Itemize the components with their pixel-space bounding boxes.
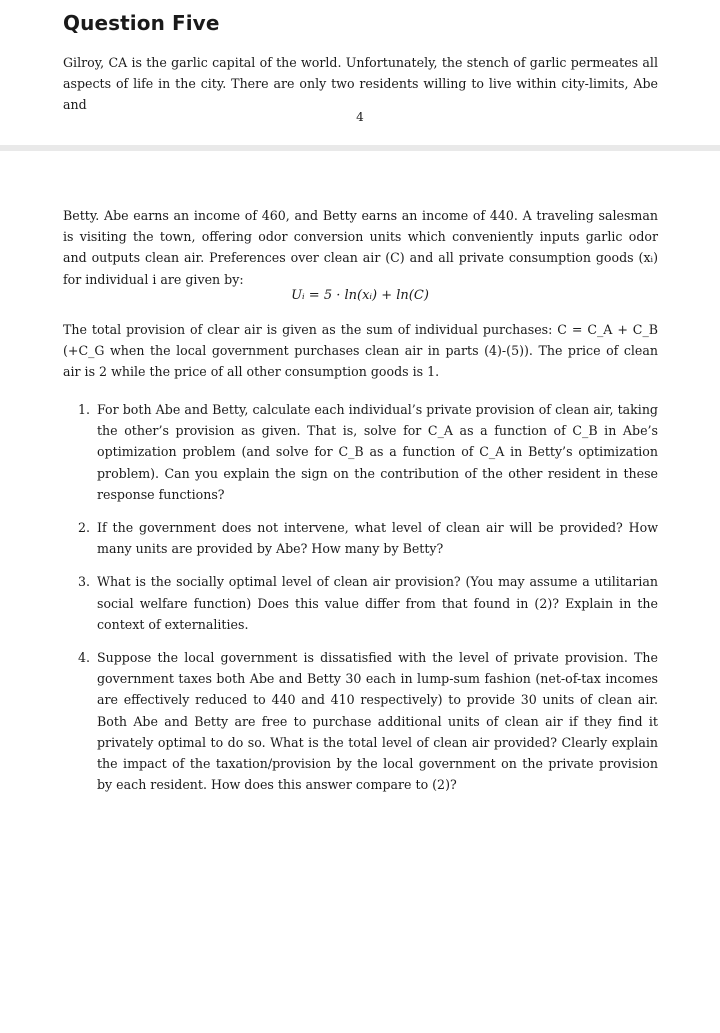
page-number: 4 [356, 110, 364, 124]
question-text: Suppose the local government is dissatisfied with the level of private provision. The government taxes both Abe and Betty 30 each in lump-sum fashion (net-of-tax incomes are effectively reduced to 440 and 410 respectively) to provide 30 units of clean air. Both Abe and Betty are free to purchase additional units of clean air if they find it privately optimal to do so. What is the total level of clean air provided? Clearly explain the impact of the taxation/provision by the local government on the private provision by each resident. How does this answer compare to (2)? [97, 650, 658, 793]
question-number: 3. [78, 574, 91, 590]
page-bottom [0, 151, 720, 1033]
question-item [78, 571, 658, 635]
question-item [78, 517, 658, 559]
question-text: For both Abe and Betty, calculate each individual’s private provision of clean air, taking the other’s provision as given. That is, solve for C_A as a function of C_B in Abe’s optimization problem (and solve for C_B as a function of C_A in Betty’s optimization problem). Can you explain the sign on the contribution of the other resident in these response functions? [97, 402, 658, 502]
intro-paragraph: Gilroy, CA is the garlic capital of the world. Unfortunately, the stench of garlic permeates all aspects of life in the city. There are only two residents willing to live within city-limits, Abe and [63, 55, 658, 113]
question-number: 4. [78, 650, 91, 666]
continuation-paragraph: Betty. Abe earns an income of 460, and Betty earns an income of 440. A traveling salesman is visiting the town, offering odor conversion units which conveniently inputs garlic odor and outputs clean air. Preferences over clean air (C) and all private consumption goods (xᵢ) for individual i are given by: [63, 208, 658, 287]
page-top [0, 0, 720, 145]
total-provision-paragraph: The total provision of clear air is given as the sum of individual purchases: C = C_A + C_B (+C_G when the local government purchases clean air in parts (4)-(5)). The price of clean air is 2 while the price of all other consumption goods is 1. [63, 322, 658, 380]
utility-formula: Uᵢ = 5 · ln(xᵢ) + ln(C) [291, 288, 429, 303]
section-heading: Question Five [63, 11, 220, 35]
question-text: What is the socially optimal level of clean air provision? (You may assume a utilitarian social welfare function) Does this value differ from that found in (2)? Explain in the context of externalities. [97, 574, 658, 632]
question-text: If the government does not intervene, what level of clean air will be provided? How many units are provided by Abe? How many by Betty? [97, 520, 658, 557]
question-item [78, 647, 658, 795]
question-item [78, 399, 658, 505]
question-number: 1. [78, 402, 91, 417]
question-list [78, 399, 658, 795]
question-number: 2. [78, 520, 91, 536]
